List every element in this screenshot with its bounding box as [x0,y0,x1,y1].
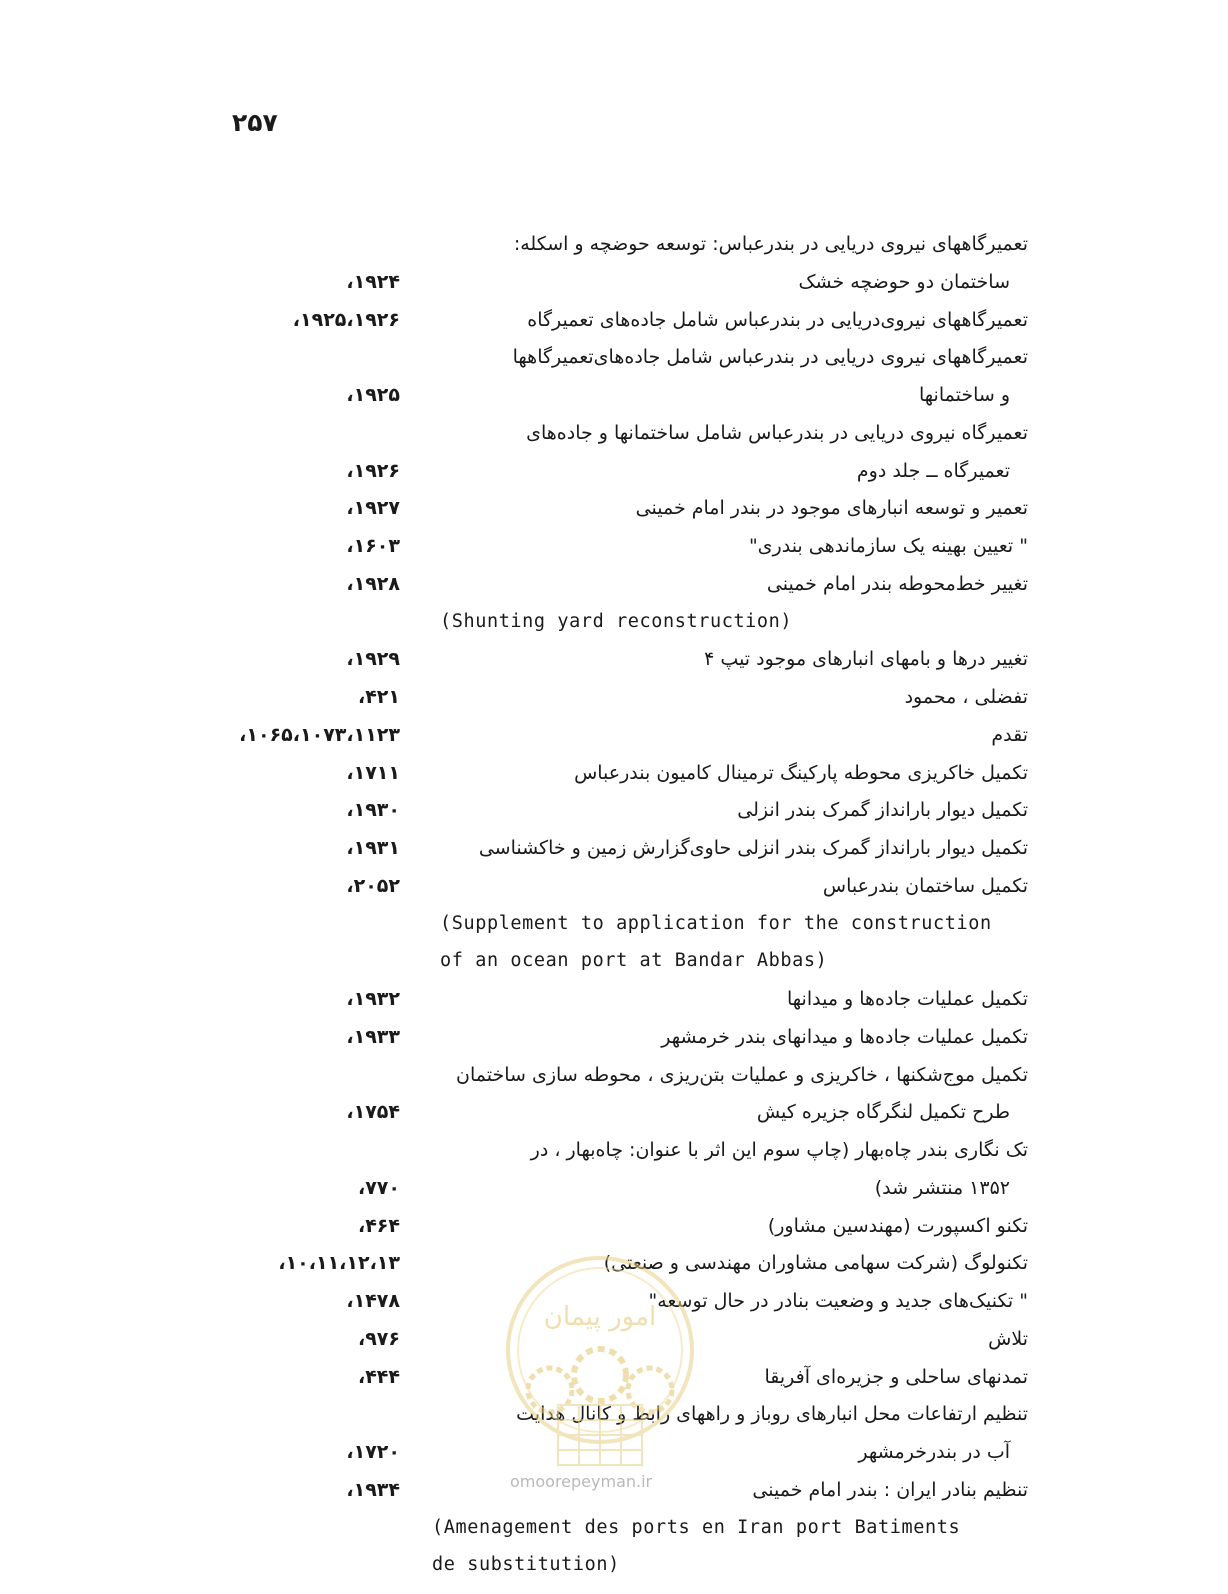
entry-text: تکمیل عملیات جاده‌ها و میدانها [787,988,1028,1010]
entry-reference-numbers: ۱۹۳۳، [346,1025,400,1048]
entry-text: تعمیرگاههای نیروی‌دریایی در بندرعباس شامل جاده‌های تعمیرگاه [527,308,1028,331]
index-entry [0,566,1228,602]
entry-text: تعمیرگاه ــ جلد دوم [856,459,1010,482]
entry-text: تنظیم بنادر ایران : بندر امام خمینی [752,1478,1028,1501]
entry-text: تکمیل دیوار بارانداز گمرک بندر انزلی [737,799,1028,822]
index-entry [0,1208,1228,1244]
entry-text: (Supplement to application for the construction [440,912,992,934]
entry-reference-numbers: ۴۶۴، [357,1214,400,1237]
entry-reference-numbers: ۹۷۶، [357,1327,400,1350]
watermark-url: omoorepeyman.ir [510,1472,653,1491]
entry-reference-numbers: ۱۹۲۵، [346,384,400,406]
entry-reference-numbers: ۱۹۳۴، [346,1478,400,1501]
entry-reference-numbers: ۱۹۲۶، [346,459,400,482]
entry-reference-numbers: ۲۰۵۲، [346,874,400,897]
index-entry [0,943,1228,979]
entry-text: of an ocean port at Bandar Abbas) [440,950,828,972]
entry-text: تکمیل عملیات جاده‌ها و میدانهای بندر خرمشهر [661,1025,1028,1048]
index-entry [0,490,1228,526]
entry-text: (Shunting yard reconstruction) [440,610,793,632]
entry-reference-numbers: ۱۶۰۳، [346,535,400,557]
index-entry [0,868,1228,904]
index-entry [0,1057,1228,1093]
entry-reference-numbers: ۷۷۰، [357,1176,400,1199]
page-number: ۲۵۷ [232,108,278,137]
index-entry [0,377,1228,413]
index-entry [0,415,1228,451]
entry-reference-numbers: ۴۴۴، [357,1365,400,1388]
entry-text: تکمیل ساختمان بندرعباس [822,874,1028,897]
entry-text: تغییر خط‌محوطه بندر امام خمینی [766,572,1028,595]
entry-text: تکمیل خاکریزی محوطه پارکینگ ترمینال کامیون بندرعباس [574,761,1028,784]
entry-text: تکمیل دیوار بارانداز گمرک بندر انزلی حاوی‌گزارش زمین و خاکشناسی [478,837,1028,859]
svg-text:امور پیمان: امور پیمان [543,1302,657,1332]
entry-reference-numbers: ۱۹۲۷، [346,497,400,520]
index-entry [0,226,1228,262]
index-entry [0,1094,1228,1130]
entry-text: تکنولوگ (شرکت سهامی مشاوران مهندسی و صنعتی) [603,1252,1028,1275]
entry-reference-numbers: ۱۷۲۰، [346,1441,400,1463]
index-entry [0,302,1228,338]
index-entry [0,528,1228,564]
entry-text: آب در بندرخرمشهر [858,1441,1010,1463]
entry-reference-numbers: ۱۹۳۲، [346,988,400,1010]
index-entry [0,453,1228,489]
entry-reference-numbers: ۱۷۵۴، [346,1101,400,1124]
index-entry [0,717,1228,753]
index-entry [0,1132,1228,1168]
entry-text: تعمیرگاههای نیروی دریایی در بندرعباس: توسعه حوضچه و اسکله: [513,233,1028,255]
entry-text: تمدنهای ساحلی و جزیره‌ای آفریقا [764,1365,1028,1388]
index-entry [0,830,1228,866]
entry-reference-numbers: ۱۹۲۹، [346,648,400,671]
entry-reference-numbers: ۱۴۷۸، [346,1290,400,1312]
entry-text: تقدم [991,723,1028,746]
entry-reference-numbers: ۱۹۲۴، [346,270,400,293]
index-entry [0,755,1228,791]
entry-reference-numbers: ۱۹۳۱، [346,837,400,859]
entry-text: و ساختمانها [918,384,1010,406]
index-entry [0,641,1228,677]
entry-reference-numbers: ۱۹۲۵،۱۹۲۶، [292,308,400,331]
index-entry [0,339,1228,375]
index-entry [0,1547,1228,1583]
index-entry [0,1170,1228,1206]
entry-reference-numbers: ۱۰،۱۱،۱۲،۱۳، [278,1252,400,1275]
index-entry [0,1019,1228,1055]
index-entry [0,792,1228,828]
entry-reference-numbers: ۱۷۱۱، [346,761,400,784]
entry-text: تنظیم ارتفاعات محل انبارهای روباز و راههای رابط و کانال هدایت [516,1403,1028,1426]
entry-text: تعمیر و توسعه انبارهای موجود در بندر امام خمینی [635,497,1028,520]
watermark-logo [500,1255,700,1485]
entry-text: ۱۳۵۲ منتشر شد) [874,1176,1010,1199]
index-entry [0,264,1228,300]
entry-text: تفضلی ، محمود [904,686,1028,708]
entry-reference-numbers: ۱۰۶۵،۱۰۷۳،۱۱۲۳، [239,723,400,746]
entry-reference-numbers: ۱۹۳۰، [346,799,400,822]
index-entry [0,981,1228,1017]
entry-text: (Amenagement des ports en Iran port Batiments [432,1516,961,1538]
entry-text: " تکنیک‌های جدید و وضعیت بنادر در حال توسعه" [648,1290,1028,1312]
entry-text: تکنو اکسپورت (مهندسین مشاور) [767,1214,1028,1237]
entry-text: طرح تکمیل لنگرگاه جزیره کیش [756,1101,1010,1124]
entry-text: تلاش [988,1327,1028,1350]
entry-text: تک نگاری بندر چاه‌بهار (چاپ سوم این اثر با عنوان: چاه‌بهار ، در [530,1139,1028,1161]
entry-text: ساختمان دو حوضچه خشک [798,270,1010,293]
entry-text: تکمیل موج‌شکنها ، خاکریزی و عملیات بتن‌ریزی ، محوطه سازی ساختمان [456,1063,1028,1086]
entry-text: تغییر درها و بامهای انبارهای موجود تیپ ۴ [704,648,1028,671]
entry-reference-numbers: ۴۲۱، [357,686,400,708]
index-entry [0,679,1228,715]
entry-text: تعمیرگاه نیروی دریایی در بندرعباس شامل ساختمانها و جاده‌های [526,421,1028,444]
index-entry [0,604,1228,640]
entry-text: تعمیرگاههای نیروی دریایی در بندرعباس شامل جاده‌های‌تعمیرگاهها [512,346,1028,369]
index-entry [0,906,1228,942]
entry-text: " تعیین بهینه یک سازماندهی بندری" [748,535,1028,557]
index-entry [0,1510,1228,1546]
entry-text: de substitution) [432,1554,620,1576]
entry-reference-numbers: ۱۹۲۸، [346,572,400,595]
